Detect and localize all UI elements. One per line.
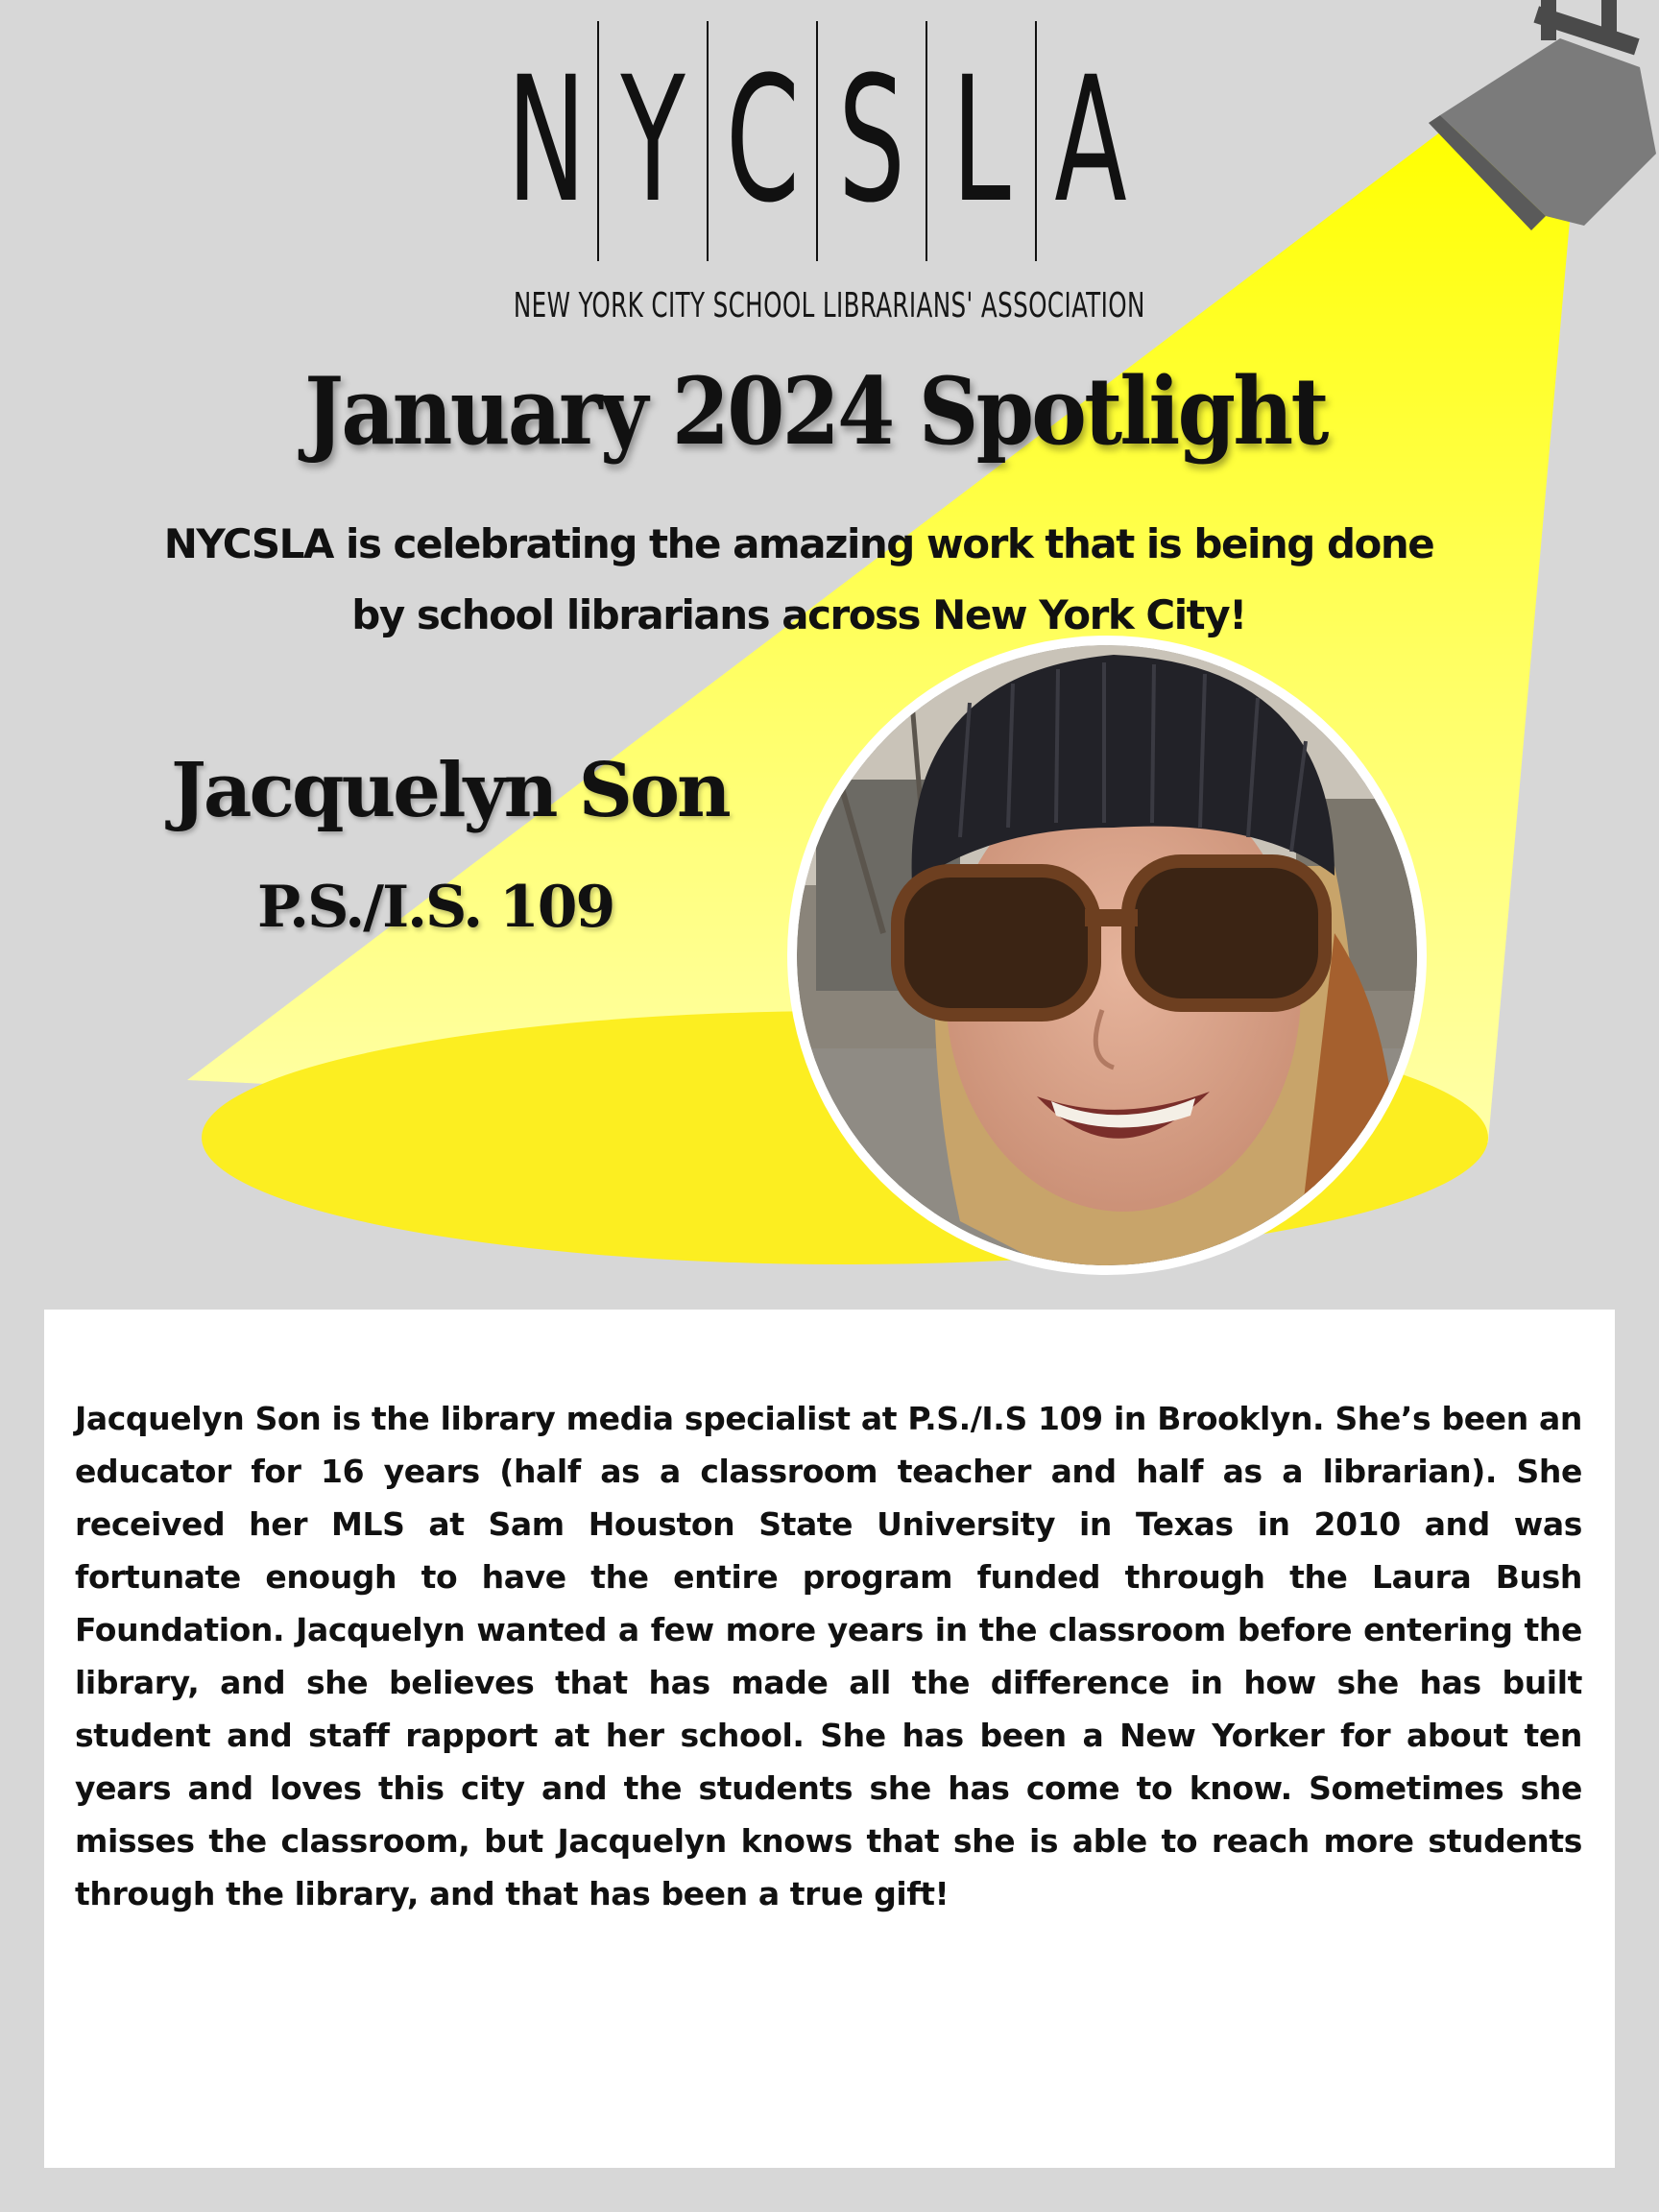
bio-card <box>44 1310 1615 2168</box>
page-title: January 2024 Spotlight <box>303 357 1327 466</box>
portrait-photo <box>787 636 1427 1275</box>
logo-letter: N <box>506 40 587 241</box>
logo-letter: C <box>725 40 800 241</box>
logo-letter: Y <box>620 40 685 241</box>
logo-letter: A <box>1054 40 1127 241</box>
logo-divider <box>1035 21 1037 261</box>
logo-divider <box>926 21 927 261</box>
logo-letter: L <box>951 40 1011 241</box>
portrait-photo-icon <box>797 645 1417 1265</box>
logo-divider <box>707 21 709 261</box>
school-name: P.S./I.S. 109 <box>257 874 614 941</box>
logo-divider <box>597 21 599 261</box>
logo-letter: S <box>838 40 905 241</box>
subtitle-line: by school librarians across New York City! <box>351 591 1246 638</box>
subtitle-line: NYCSLA is celebrating the amazing work that is being done <box>163 520 1434 567</box>
page-subtitle <box>115 509 1482 651</box>
bio-text: Jacquelyn Son is the library media specialist at P.S./I.S 109 in Brooklyn. She’s been an educator for 16 years (half as a classroom teacher and half as a librarian). She received her MLS at Sam Houston State University in Texas in 2010 and was fortunate enough to have the entire program funded through the Laura Bush Foundation. Jacquelyn wanted a few more years in the classroom before entering the library, and she believes that has made all the difference in how she has built student and staff rapport at her school. She has been a New Yorker for about ten years and loves this city and the students she has come to know. Sometimes she misses the classroom, but Jacquelyn knows that she is able to reach more students through the library, and that has been a true gift! <box>75 1400 1582 1912</box>
nycsla-logo <box>490 21 1144 261</box>
librarian-name: Jacquelyn Son <box>171 747 729 834</box>
logo-full-name: NEW YORK CITY SCHOOL LIBRARIANS' ASSOCIATION <box>514 286 1145 325</box>
logo-divider <box>816 21 818 261</box>
